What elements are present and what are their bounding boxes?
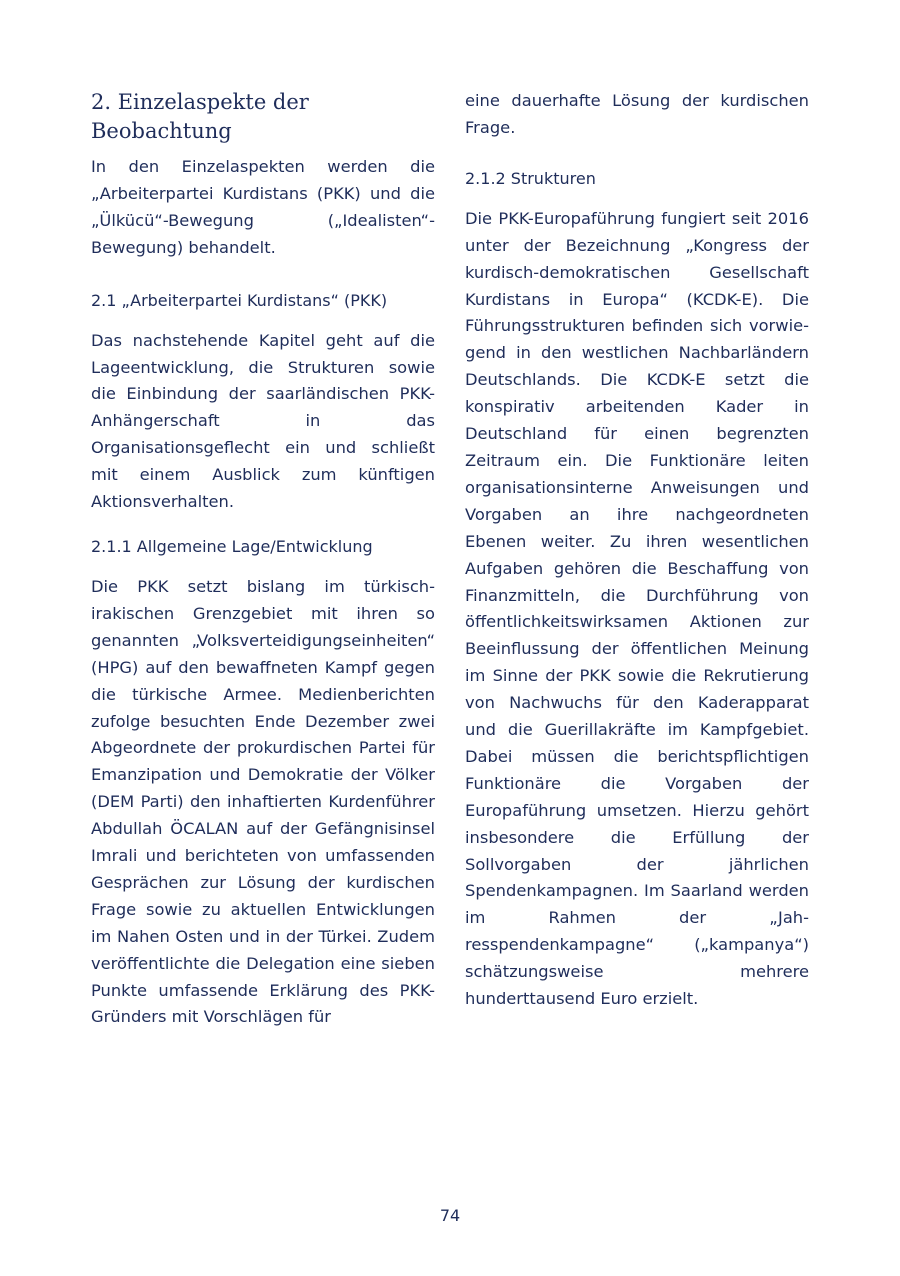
subsection-heading-general-situation: 2.1.1 Allgemeine Lage/Entwicklung (91, 536, 373, 556)
structures-paragraph: Die PKK-Europaführung fungiert seit 2016 unter der Bezeichnung „Kongress der kurdisch-demokratischen Gesellschaft Kurdistans in Europa“ (KCDK-E). Die Führungsstrukturen befinden sich vorwiegend in den westlichen Nachbarländern Deutschlands. Die KCDK-E setzt die konspirativ arbeitenden Kader in Deutschland für einen begrenzten Zeitraum ein. Die Funktionäre leiten organisationsinterne Anweisungen und Vorgaben an ihre nachgeordneten Ebenen weiter. Zu ihren wesentlichen Aufgaben gehören die Beschaffung von Finanzmitteln, die Durchführung von öffentlichkeitswirksamen Aktionen zur Beeinflussung der öffentlichen Meinung im Sinne der PKK sowie die Rekrutierung von Nachwuchs für den Kaderapparat und die Guerillakräfte im Kampfgebiet. Dabei müssen die berichtspflichtigen Funktionäre die Vorgaben der Europaführung umsetzen. Hierzu gehört insbesondere die Erfüllung der Sollvorgaben der jährlichen Spendenkampagnen. Im Saarland werden im Rahmen der „Jahresspendenkampagne“ („kampanya“) schätzungsweise mehrere hunderttausend Euro erzielt. (465, 208, 809, 1009)
left-column (91, 88, 435, 1051)
chapter-intro-paragraph: In den Einzelaspekten werden die „Arbeiterpartei Kurdistans (PKK) und die „Ülkücü“-Bewegung („Idealisten“-Bewegung) behandelt. (91, 157, 435, 257)
general-situation-paragraph: Die PKK setzt bislang im türkisch-irakischen Grenzgebiet mit ihren so genannten „Volksverteidigungseinheiten“ (HPG) auf den bewaffneten Kampf gegen die türkische Armee. Medienberichten zufolge besuchten Ende Dezember zwei Abgeordnete der prokurdischen Partei für Emanzipation und Demokratie der Völker (DEM Parti) den inhaftierten Kurdenführer Abdullah ÖCALAN auf der Gefängnisinsel Imrali und berichteten von umfassenden Gesprächen zur Lösung der kurdischen Frage sowie zu aktuellen Entwicklungen im Nahen Osten und in der Türkei. Zudem veröffentlichte die Delegation eine sieben Punkte umfassende Erklärung des PKK-Gründers mit Vorschlägen für (91, 576, 435, 1027)
subsection-heading-structures: 2.1.2 Strukturen (465, 168, 596, 188)
chapter-title: 2. Einzelaspekte der Beobachtung (91, 90, 309, 143)
right-column (465, 88, 809, 1033)
continued-paragraph: eine dauerhafte Lösung der kurdischen Frage. (465, 91, 809, 137)
section-heading-pkk: 2.1 „Arbeiterpartei Kurdistans“ (PKK) (91, 290, 388, 310)
section-intro-paragraph: Das nachstehende Kapitel geht auf die Lageentwicklung, die Strukturen sowie die Einbindung der saarländischen PKK-Anhängerschaft in das Organisationsgeflecht ein und schließt mit einem Ausblick zum künftigen Aktionsverhalten. (91, 330, 435, 512)
page-number: 74 (439, 1206, 461, 1225)
